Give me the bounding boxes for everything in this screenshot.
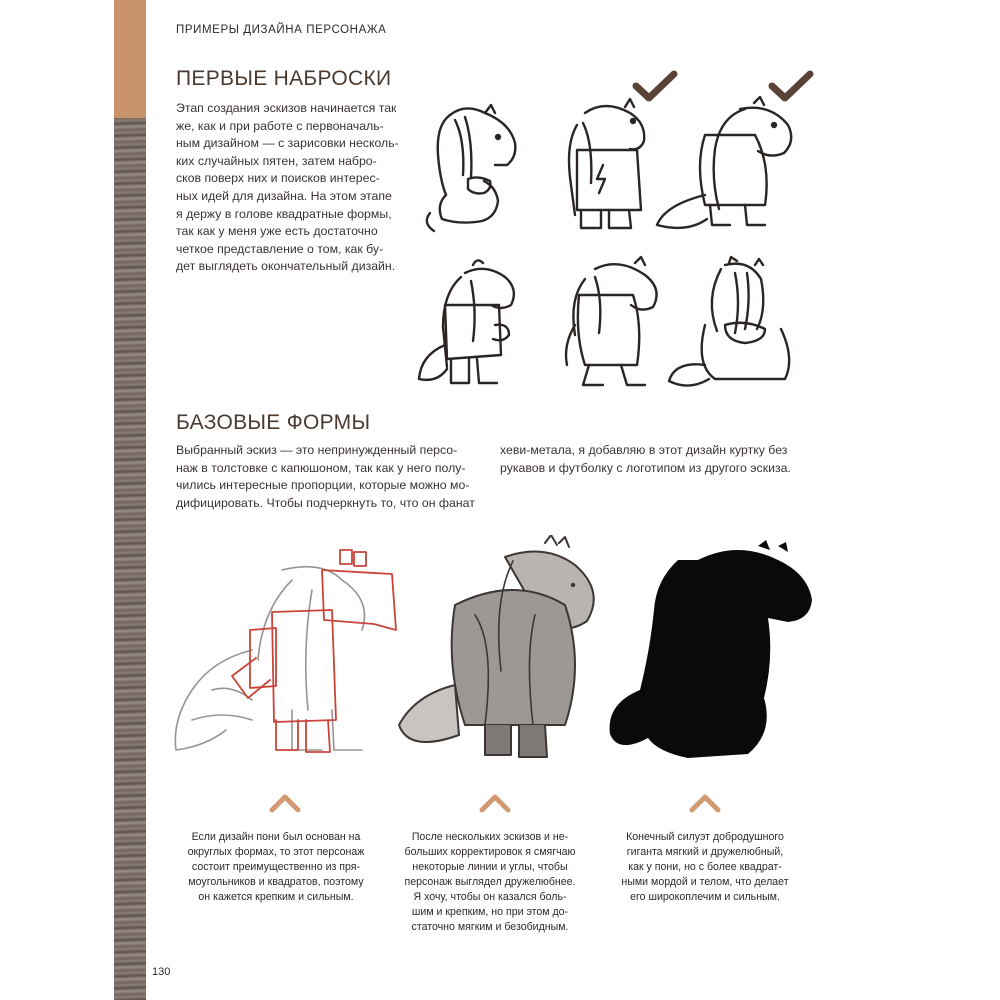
caption-line: моугольников и квадратов, поэтому <box>188 876 364 888</box>
accent-strip <box>114 0 146 118</box>
section2-body-col2 <box>500 442 810 477</box>
caption-refined <box>390 830 590 935</box>
construction-sketch <box>172 540 412 770</box>
text-line: же, как и при работе с первоначаль- <box>176 118 384 133</box>
final-silhouette <box>608 540 813 770</box>
text-line: Этап создания эскизов начинается так <box>176 101 397 115</box>
caption-construction <box>176 830 376 905</box>
text-line: так как у меня уже есть достаточно <box>176 224 378 239</box>
sketch-5 <box>555 255 675 390</box>
text-line: ких случайных пятен, затем набро- <box>176 153 377 168</box>
sketch-3 <box>650 95 810 240</box>
caption-line: шим и крепким, но при этом до- <box>411 906 569 918</box>
caption-line: больших корректировок я смягчаю <box>404 846 576 858</box>
chevron-up-icon <box>268 792 302 814</box>
text-line: хеви-метала, я добавляю в этот дизайн куртку без <box>500 443 788 457</box>
caption-line: После нескольких эскизов и не- <box>411 831 569 843</box>
text-line: сков поверх них и поисков интерес- <box>176 171 380 186</box>
text-line: ным дизайном — с зарисовки несколь- <box>176 136 399 151</box>
running-head: ПРИМЕРЫ ДИЗАЙНА ПЕРСОНАЖА <box>176 24 387 36</box>
text-line: Выбранный эскиз — это непринужденный персо- <box>176 443 458 457</box>
chevron-up-icon <box>688 792 722 814</box>
section1-body <box>176 100 406 276</box>
caption-line: состоит преимущественно из пря- <box>191 861 361 873</box>
text-line: дифицировать. Чтобы подчеркнуть то, что он фанат <box>176 495 475 510</box>
sketch-2 <box>555 95 665 235</box>
text-line: четкое представление о том, как бу- <box>176 241 384 256</box>
check-icon <box>632 70 678 104</box>
text-line: я держу в голове квадратные формы, <box>176 206 392 221</box>
caption-line: персонаж выглядел дружелюбнее. <box>404 876 576 888</box>
section2-body-col1 <box>176 442 486 512</box>
caption-line: ными мордой и телом, что делает <box>621 876 789 888</box>
page-number: 130 <box>152 966 171 978</box>
text-line: дет выглядеть окончательный дизайн. <box>176 259 396 274</box>
text-line: ных идей для дизайна. На этом этапе <box>176 188 392 203</box>
sketch-6 <box>665 255 805 390</box>
caption-silhouette <box>605 830 805 905</box>
sketch-4 <box>415 255 535 390</box>
caption-line: статочно мягким и безобидным. <box>411 921 569 933</box>
refined-character <box>395 535 610 770</box>
fur-texture-strip <box>114 118 146 1000</box>
caption-line: округлых формах, то этот персонаж <box>187 846 365 858</box>
caption-line: Я хочу, чтобы он казался боль- <box>413 891 567 903</box>
caption-line: Конечный силуэт добродушного <box>626 831 784 843</box>
text-line: наж в толстовке с капюшоном, так как у него полу- <box>176 460 466 475</box>
sketch-1 <box>410 95 550 235</box>
caption-line: Если дизайн пони был основан на <box>191 831 361 843</box>
caption-line: гиганта мягкий и дружелюбный, <box>626 846 784 858</box>
chevron-up-icon <box>478 792 512 814</box>
text-line: чились интересные пропорции, которые можно мо- <box>176 478 470 493</box>
section-title-first-sketches: ПЕРВЫЕ НАБРОСКИ <box>176 67 392 90</box>
caption-line: как у пони, но с более квадрат- <box>628 861 782 873</box>
check-icon <box>768 70 814 104</box>
caption-line: некоторые линии и углы, чтобы <box>412 861 568 873</box>
section-title-base-shapes: БАЗОВЫЕ ФОРМЫ <box>176 411 371 434</box>
text-line: рукавов и футболку с логотипом из другого эскиза. <box>500 460 791 475</box>
caption-line: он кажется крепким и сильным. <box>198 891 354 903</box>
caption-line: его широкоплечим и сильным. <box>630 891 780 903</box>
